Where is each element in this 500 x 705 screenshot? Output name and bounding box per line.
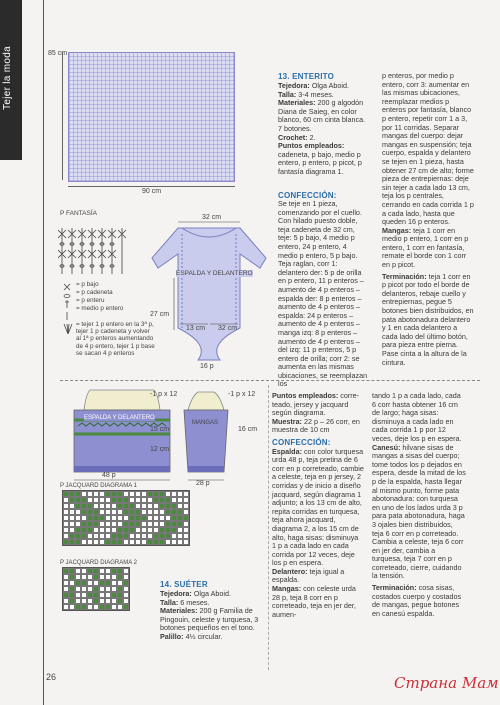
- chart-cell: [183, 539, 189, 545]
- pattern-14-continued: tando 1 p a cada lado, cada 6 corr hasta obtener 16 cm de largo; haga sisas: disminuya a cada lado en cada corrida 1 p por 12 veces, deje los p en espera. Canesú: hilvane sisas de mangas a sisas del cuerpo; tome todos los p dejados en espera, desde la mitad de los p de la espalda, hasta llegar al mismo punto, forme pata abotonadura: con turquesa en uno de los lados urda 3 p para pata abotonadura, haga 3 ojales bien distribuidos, teja 6 corr en p correteado. Cambia a celeste, teja 6 corr en jer der, cambia a turquesa, teja 7 corr en p correteado, cierre, cuidando la tensión. Terminación: cosa sisas, costados cuerpo y costados de mangas, pegue botones en canesú espalda.: [372, 391, 466, 618]
- stitch-symbol-4: = medio p entero: [76, 305, 124, 312]
- watermark: Страна Мам: [394, 674, 499, 692]
- stitch-symbols: [62, 282, 74, 322]
- stitch-chart: [58, 218, 158, 278]
- sweater-dim-2: 15 cm: [150, 426, 170, 433]
- onesie-bottom-dim-2: 32 cm: [218, 325, 238, 332]
- onesie-leg-dim: 16 p: [200, 363, 214, 370]
- stitch-symbol-2: = p cadeneta: [76, 289, 113, 296]
- onesie-side-dim: 27 cm: [150, 311, 170, 318]
- onesie-bottom-dim-1: 13 cm: [186, 325, 206, 332]
- stitch-symbol-3: = p enteru: [76, 297, 105, 304]
- blanket-height-line: [62, 52, 63, 180]
- jacquard-1-title: P JACQUARD DIAGRAMA 1: [60, 483, 137, 489]
- pattern-13-confection-title: CONFECCIÓN:: [278, 191, 337, 200]
- margin-rule: [43, 0, 44, 705]
- jacquard-chart-1: [62, 490, 190, 546]
- pattern-14-meta: Tejedora: Olga Aboid. Talla: 6 meses. Materiales: 200 g Familia de Pingouin, celeste y turquesa, 3 botones pequeños en el tono. Palillo: 4½ circular.: [160, 589, 259, 641]
- page-number: 26: [46, 672, 57, 682]
- column-divider: [268, 385, 269, 670]
- sweater-dim-3: 12 cm: [150, 446, 170, 453]
- sweater-dim-4: 48 p: [102, 472, 116, 479]
- sweater-sleeve-label: MANGAS: [192, 420, 219, 426]
- stitch-note: = tejer 1 p entero en la 3ª p, tejer 1 p cadeneta y volver al 1ª p enteros aumentando de 4 p entero, tejer 1 p base se sacan 4 p enteros: [76, 321, 155, 357]
- sweater-dim-7: 28 p: [196, 480, 210, 487]
- onesie-top-dim: 32 cm: [202, 214, 222, 221]
- sweater-dim-1: -1 p x 12: [150, 391, 178, 398]
- stitch-fan-symbol: [62, 322, 74, 336]
- stitch-symbol-1: = p bajo: [76, 281, 99, 288]
- sweater-body-label: ESPALDA Y DELANTERO: [84, 415, 155, 421]
- pattern-14-title: 14. SUÉTER: [160, 580, 208, 589]
- jacquard-2-title: P JACQUARD DIAGRAMA 2: [60, 560, 137, 566]
- chart-cell: [123, 604, 129, 610]
- jacquard-chart-2: [62, 567, 130, 611]
- onesie-label: ESPALDA Y DELANTERO: [176, 270, 253, 277]
- section-tab-label: Tejer la moda: [2, 46, 13, 110]
- blanket-height-label: 85 cm: [48, 50, 68, 57]
- stitch-legend-title: P FANTASÍA: [60, 210, 97, 217]
- pattern-13-title: 13. ENTERITO: [278, 72, 335, 81]
- blanket-width-line: [68, 186, 235, 187]
- pattern-13-confection-text: Se teje en 1 pieza, comenzando por el cuello. Con hilado puesto doble, teja cadeneta de 32 cm, teje: 5 p bajo, 4 medio p entero, 24 p entero, 4 medio p entero, 5 p bajo. Teja raglan, corr 1: delantero der: 5 p de orilla en p entero, 11 p enteros – aumento de 4 p enteros – espalda der: 8 p enteros – aumento de 4 p enteros – espalda: 24 p enteros – aumento de 4 p enteros – manga izq: 8 p enteros – aumento de 4 p enteros – del izq: 11 p enteros, 5 p entero de orilla; corr 2: se aumenta en las mismas ubicaciones, se reemplazan los: [278, 199, 368, 389]
- sweater-dim-6: 16 cm: [238, 426, 258, 433]
- blanket-diagram: [68, 52, 235, 182]
- blanket-width-label: 90 cm: [142, 188, 162, 195]
- pattern-14-body: Puntos empleados: corre-teado, jersey y jacquard según diagrama. Muestra: 22 p – 26 corr, en muestra de 10 cm CONFECCIÓN: Espalda: con color turquesa urda 48 p, teja pretina de 6 corr en p correteado, cambie a celeste, teja en p jersey, 2 corridas y de inicio a diseño jacquard, según diagrama 1 adjunto; a los 13 cm de alto, repita corridas en turquesa, teja ahora jacquard, diagrama 2, a los 15 cm de alto, haga sisas: disminuya 1 p a cada lado en cada corrida por 12 veces, deje los p en espera. Delantero: teja igual a espalda. Mangas: con celeste urda 28 p, teja 8 corr en p correteado, teja en jer der, aumen-: [272, 391, 364, 619]
- pattern-13-continued: p enteros, por medio p entero, corr 3: aumentar en las mismas ubicaciones, reemplazar medios p enteros por fantasía, blanco p entero, repetir corr 1 a 3, por 11 corridas. Separar mangas del cuerpo: dejar mangas en suspensión; teja cuerpo, espalda y delantero se tejen en 1 pieza, hasta obtener 27 cm de alto; forme pieza de entrepiernas: deje sin tejer a cada lado 13 cm, teja los p centrales, cerrando en cada corrida 1 p a cada lado, hasta que queden 16 p enteros. Mangas: teja 1 corr en medio p entero, 1 corr en p entero, 1 corr en fantasía, remate el borde con 1 corr en p picot. Terminación: teja 1 corr en p picot por todo el borde de delanteros, rebaje cuello y entrepiernas, pegue 5 botones bien distribuidos, en pata abotonadura delantero y 1 en cada delantero a cada lado del último botón, para pieza entre pierna. Pase cinta a la altura de la cintura.: [382, 71, 474, 367]
- pattern-13-meta: Tejedora: Olga Aboid. Talla: 3-4 meses. Materiales: 200 g algodón Diana de Saieg, en color blanco, 60 cm cinta blanca. 7 botones. Crochet: 2. Puntos empleados: cadeneta, p bajo, medio p entero, p entero, p picot, p fantasía diagrama 1.: [278, 81, 366, 176]
- sweater-dim-5: -1 p x 12: [228, 391, 256, 398]
- onesie-diagram: [148, 218, 270, 368]
